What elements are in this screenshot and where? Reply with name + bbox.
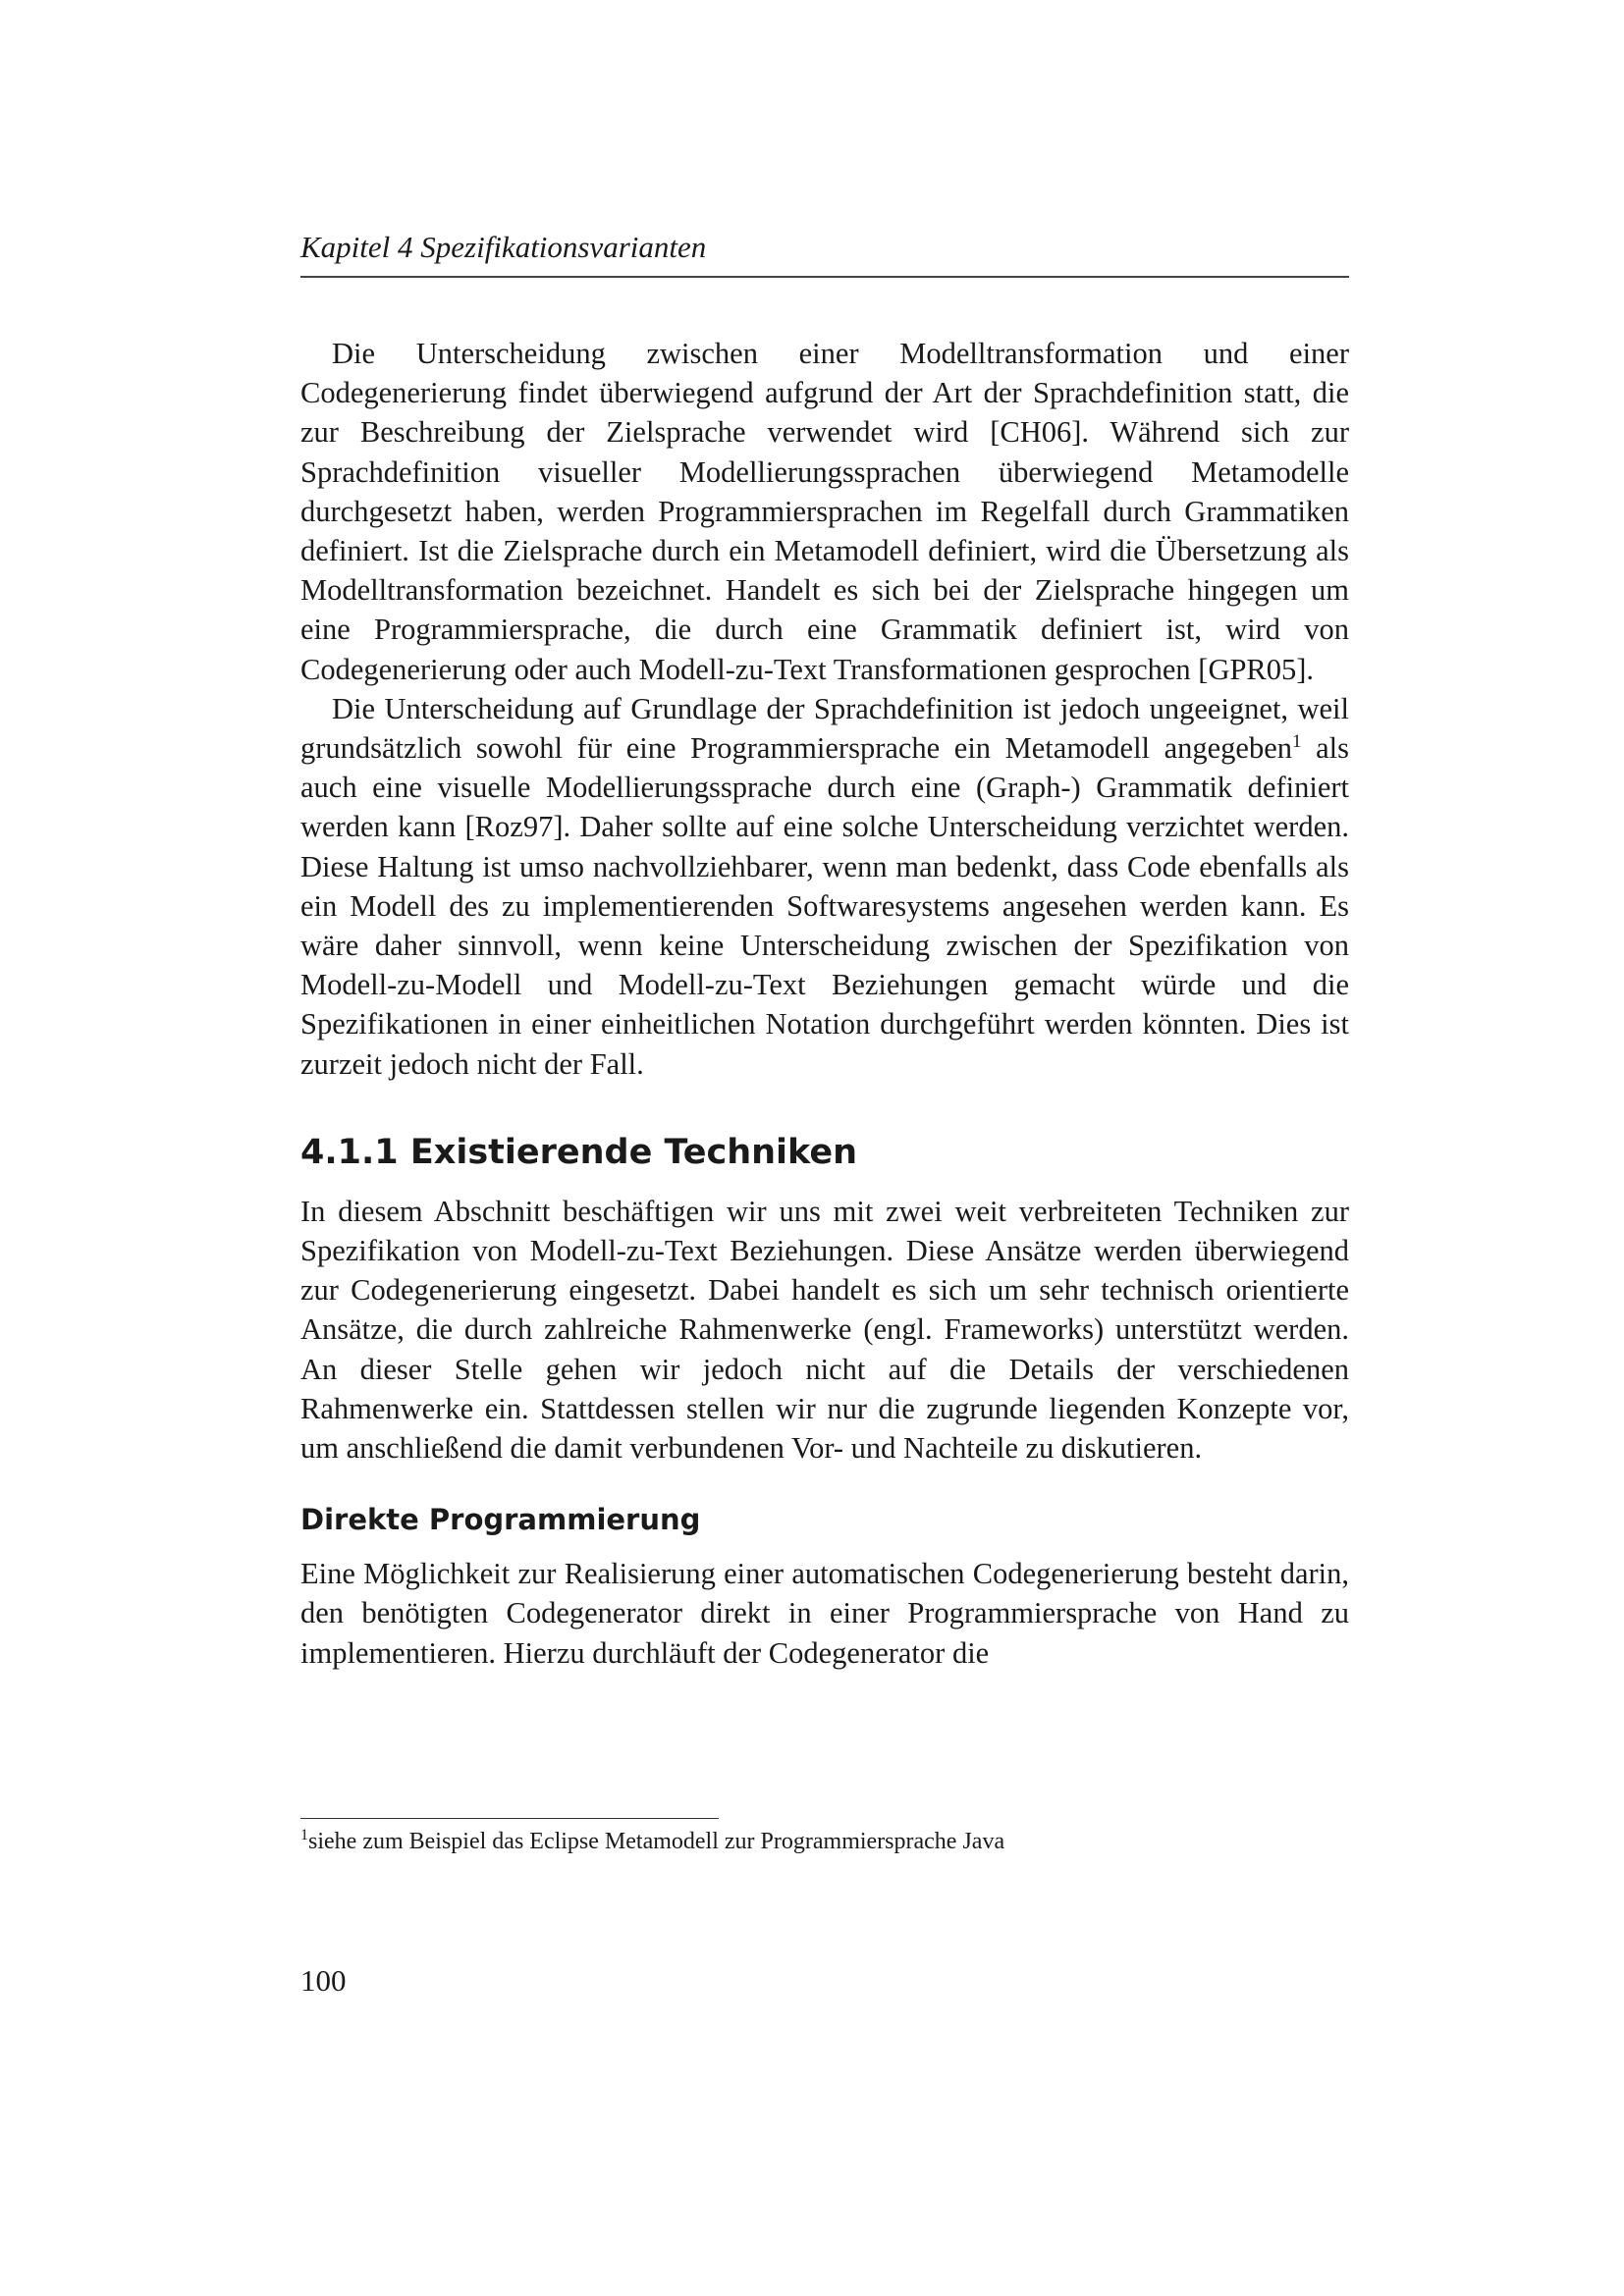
footnote-mark: 1 xyxy=(300,1827,308,1843)
footnote-text: siehe zum Beispiel das Eclipse Metamodell zur Programmiersprache Java xyxy=(308,1829,1005,1854)
section-heading: 4.1.1 Existierende Techniken xyxy=(300,1132,858,1172)
page-number: 100 xyxy=(300,1963,347,1998)
paragraph-2 xyxy=(300,689,1349,1084)
paragraph-1: Die Unterscheidung zwischen einer Modelltransformation und einer Codegenerierung findet überwiegend aufgrund der Art der Sprachdefinition statt, die zur Beschreibung der Zielsprache verwendet wird [CH06]. Während sich zur Sprachdefinition visueller Modellierungssprachen überwiegend Metamodelle durchgesetzt haben, werden Programmiersprachen im Regelfall durch Grammatiken definiert. Ist die Zielsprache durch ein Metamodell definiert, wird die Übersetzung als Modelltransformation bezeichnet. Handelt es sich bei der Zielsprache hingegen um eine Programmiersprache, die durch eine Grammatik definiert ist, wird von Codegenerierung oder auch Modell-zu-Text Transformationen gesprochen [GPR05]. xyxy=(300,337,1349,686)
footnote-rule xyxy=(300,1818,719,1819)
footnote xyxy=(300,1826,1349,1857)
paragraph-2-part-2: als auch eine visuelle Modellierungssprache durch eine (Graph-) Grammatik definiert werden kann [Roz97]. Daher sollte auf eine solche Unterscheidung verzichtet werden. Diese Haltung ist umso nachvollziehbarer, wenn man bedenkt, dass Code ebenfalls als ein Modell des zu implementierenden Softwaresystems angesehen werden kann. Es wäre daher sinnvoll, wenn keine Unterscheidung zwischen der Spezifikation von Modell-zu-Modell und Modell-zu-Text Beziehungen gemacht würde und die Spezifikationen in einer einheitlichen Notation durchgeführt werden könnten. Dies ist zurzeit jedoch nicht der Fall. xyxy=(300,731,1349,1081)
body-text xyxy=(300,334,1349,1673)
paragraph-3: In diesem Abschnitt beschäftigen wir uns mit zwei weit verbreiteten Techniken zur Spezifikation von Modell-zu-Text Beziehungen. Diese Ansätze werden überwiegend zur Codegenerierung eingesetzt. Dabei handelt es sich um sehr technisch orientierte Ansätze, die durch zahlreiche Rahmenwerke (engl. Frameworks) unterstützt werden. An dieser Stelle gehen wir jedoch nicht auf die Details der verschiedenen Rahmenwerke ein. Stattdessen stellen wir nur die zugrunde liegenden Konzepte vor, um anschließend die damit verbundenen Vor- und Nachteile zu diskutieren. xyxy=(300,1194,1349,1466)
paragraph-2-part-1: Die Unterscheidung auf Grundlage der Sprachdefinition ist jedoch ungeeignet, weil grundsätzlich sowohl für eine Programmiersprache ein Metamodell angegeben xyxy=(300,691,1349,766)
header-rule xyxy=(300,276,1349,278)
paragraph-4: Eine Möglichkeit zur Realisierung einer automatischen Codegenerierung besteht darin, den benötigten Codegenerator direkt in einer Programmiersprache von Hand zu implementieren. Hierzu durchläuft der Codegenerator die xyxy=(300,1557,1349,1670)
running-head: Kapitel 4 Spezifikationsvarianten xyxy=(300,230,707,264)
subsection-heading: Direkte Programmierung xyxy=(300,1503,701,1537)
footnote-reference: 1 xyxy=(1292,730,1302,752)
